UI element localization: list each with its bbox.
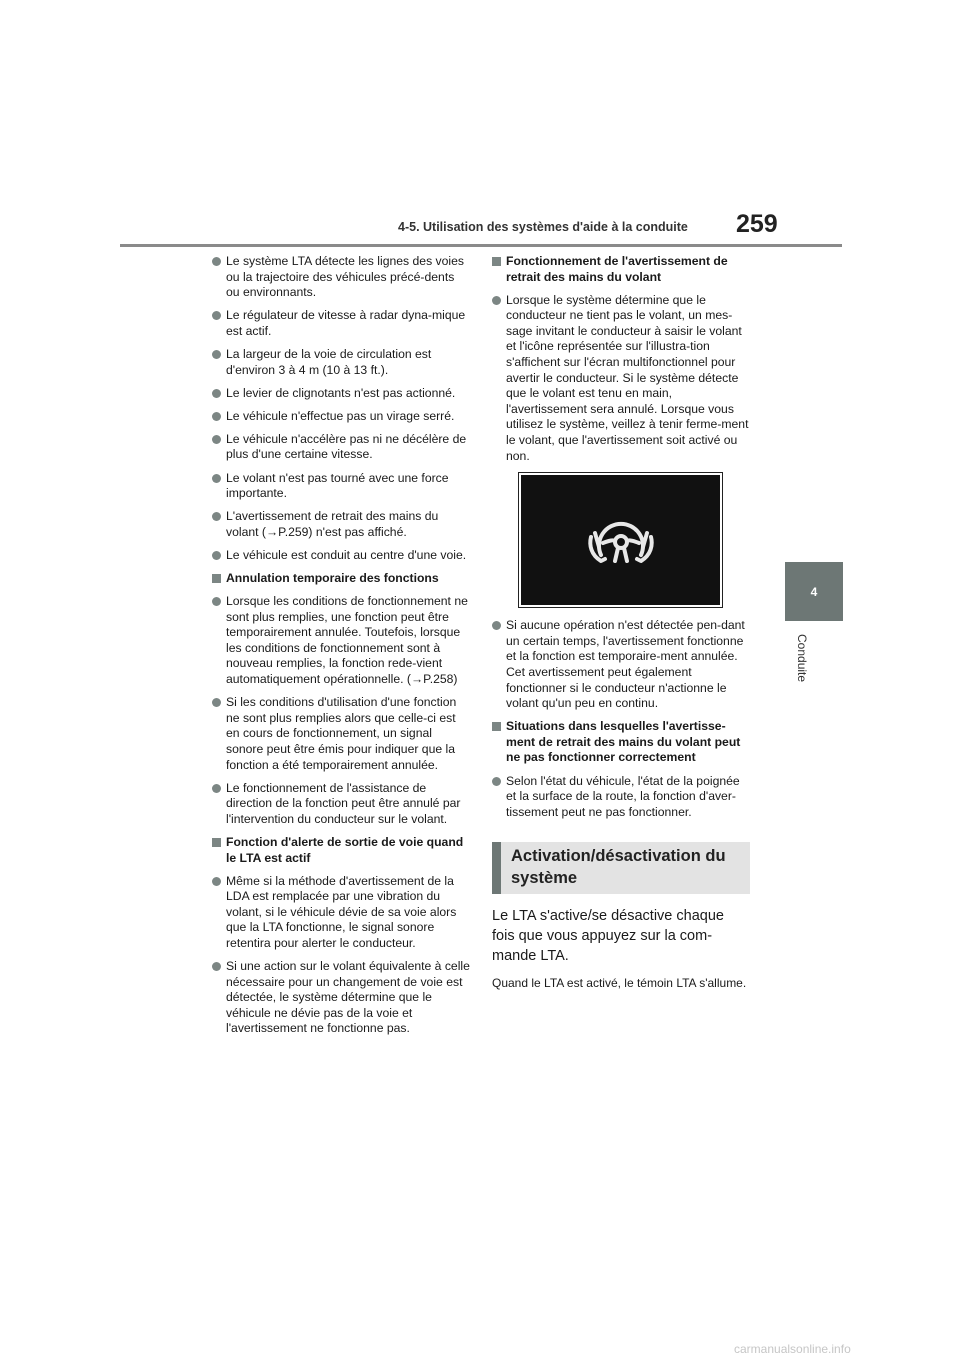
bullet-icon (212, 412, 221, 421)
bullet-icon (492, 621, 501, 630)
subheading: Fonction d'alerte de sortie de voie quand le LTA est actif (212, 835, 470, 866)
bullet-icon (212, 784, 221, 793)
bullet-icon (212, 257, 221, 266)
bullet-icon (212, 474, 221, 483)
list-item: Le véhicule n'accélère pas ni ne décélère de plus d'une certaine vitesse. (212, 432, 470, 463)
chapter-tab-number: 4 (810, 584, 818, 599)
chapter-tab[interactable] (785, 562, 843, 621)
bullet-icon (492, 296, 501, 305)
bullet-icon (212, 311, 221, 320)
bullet-icon (212, 435, 221, 444)
square-bullet-icon (212, 574, 221, 583)
list-item: Si les conditions d'utilisation d'une fonction ne sont plus remplies alors que celle-ci est en cours de fonctionnement, un signal sonore peut être émis pour indiquer que la fonction a été temporairement annulée. (212, 695, 470, 773)
chapter-tab-label: Conduite (795, 634, 809, 683)
left-column (212, 254, 470, 1045)
hands-on-steering-wheel-icon (585, 511, 657, 569)
list-item: Même si la méthode d'avertissement de la LDA est remplacée par une vibration du volant, si le véhicule dévie de sa voie alors que la LTA fonctionne, le signal sonore retentira pour alerter le conducteur. (212, 874, 470, 952)
list-item: L'avertissement de retrait des mains du volant (→P.259) n'est pas affiché. (212, 509, 470, 540)
list-item: Le véhicule n'effectue pas un virage serré. (212, 409, 470, 425)
list-item: Le volant n'est pas tourné avec une force importante. (212, 471, 470, 502)
bullet-icon (212, 551, 221, 560)
bullet-icon (212, 389, 221, 398)
list-item: Selon l'état du véhicule, l'état de la poignée et la surface de la route, la fonction d'aver-tissement peut ne pas fonctionner. (492, 774, 750, 821)
list-item: Le levier de clignotants n'est pas actionné. (212, 386, 470, 402)
bullet-icon (212, 350, 221, 359)
note-text: Quand le LTA est activé, le témoin LTA s'allume. (492, 976, 747, 991)
right-column (492, 254, 750, 993)
warning-illustration (518, 472, 723, 608)
watermark: carmanualsonline.info (734, 1342, 851, 1356)
square-bullet-icon (492, 257, 501, 266)
chapter-title: 4-5. Utilisation des systèmes d'aide à la conduite (398, 220, 688, 234)
list-item: Le système LTA détecte les lignes des voies ou la trajectoire des véhicules précé-dents ou environnants. (212, 254, 470, 301)
display-screen (521, 475, 720, 605)
bullet-icon (212, 698, 221, 707)
bullet-icon (212, 877, 221, 886)
list-item: Le régulateur de vitesse à radar dyna-mique est actif. (212, 308, 470, 339)
list-item: La largeur de la voie de circulation est d'environ 3 à 4 m (10 à 13 ft.). (212, 347, 470, 378)
header-rule (120, 244, 842, 247)
subheading: Situations dans lesquelles l'avertisse-ment de retrait des mains du volant peut ne pas fonctionner correctement (492, 719, 750, 766)
list-item: Si une action sur le volant équivalente à celle nécessaire pour un changement de voie est détectée, le système détermine que le véhicule ne dévie pas de la voie et l'avertissement ne fonctionne pas. (212, 959, 470, 1037)
subheading: Annulation temporaire des fonctions (212, 571, 470, 587)
bullet-icon (212, 597, 221, 606)
list-item: Si aucune opération n'est détectée pen-dant un certain temps, l'avertissement fonctionne et la fonction est temporaire-ment annulée. Cet avertissement peut également fonctionner si le conducteur n'actionne le volant qu'un peu en continu. (492, 618, 750, 712)
list-item: Le fonctionnement de l'assistance de direction de la fonction peut être annulé par l'intervention du conducteur sur le volant. (212, 781, 470, 828)
subheading: Fonctionnement de l'avertissement de retrait des mains du volant (492, 254, 750, 285)
list-item: Le véhicule est conduit au centre d'une voie. (212, 548, 470, 564)
body-text: Le LTA s'active/se désactive chaque fois que vous appuyez sur la com-mande LTA. (492, 908, 724, 965)
section-heading: Activation/désactivation du système (492, 842, 750, 894)
bullet-icon (492, 777, 501, 786)
bullet-icon (212, 512, 221, 521)
bullet-icon (212, 962, 221, 971)
square-bullet-icon (212, 838, 221, 847)
square-bullet-icon (492, 722, 501, 731)
list-item: Lorsque les conditions de fonctionnement ne sont plus remplies, une fonction peut être temporairement annulée. Toutefois, lorsque les conditions de fonctionnement sont à nouveau remplies, la fonction rede-vient automatiquement opérationnelle. (→P.258) (212, 594, 470, 688)
page-number: 259 (736, 210, 778, 238)
list-item: Lorsque le système détermine que le conducteur ne tient pas le volant, un mes-sage invitant le conducteur à saisir le volant et l'icône représentée sur l'illustra-tion s'affichent sur l'écran multifonctionnel pour avertir le conducteur. Si le système détecte que le volant est tenu en main, l'avertissement sera annulé. Lorsque vous utilisez le système, veillez à tenir ferme-ment le volant, que l'avertissement soit activé ou non. (492, 293, 750, 465)
